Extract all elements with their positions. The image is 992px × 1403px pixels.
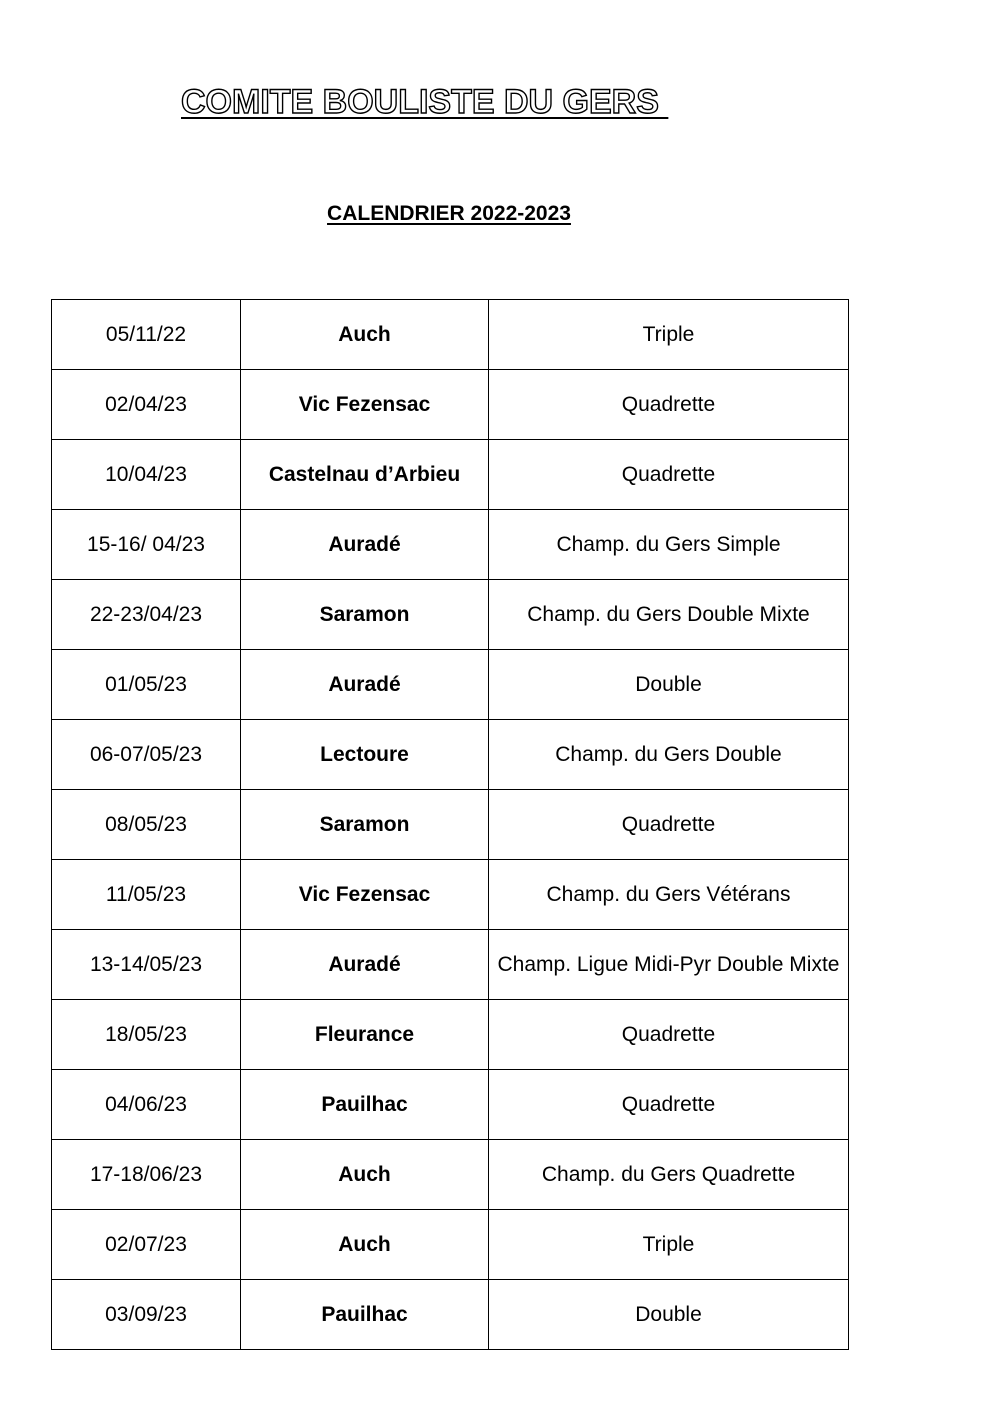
table-row	[52, 1000, 849, 1070]
table-row	[52, 1280, 849, 1350]
date-cell: 18/05/23	[52, 1000, 241, 1070]
date-cell: 08/05/23	[52, 790, 241, 860]
table-row	[52, 300, 849, 370]
event-cell: Quadrette	[489, 790, 849, 860]
table-row	[52, 370, 849, 440]
table-row	[52, 930, 849, 1000]
date-cell: 17-18/06/23	[52, 1140, 241, 1210]
venue-cell: Auradé	[241, 930, 489, 1000]
venue-cell: Saramon	[241, 580, 489, 650]
date-cell: 03/09/23	[52, 1280, 241, 1350]
venue-cell: Pauilhac	[241, 1280, 489, 1350]
organization-title: COMITE BOULISTE DU GERS	[181, 83, 669, 121]
table-row	[52, 1210, 849, 1280]
event-cell: Triple	[489, 300, 849, 370]
date-cell: 06-07/05/23	[52, 720, 241, 790]
venue-cell: Castelnau d’Arbieu	[241, 440, 489, 510]
event-cell: Champ. Ligue Midi-Pyr Double Mixte	[489, 930, 849, 1000]
date-cell: 22-23/04/23	[52, 580, 241, 650]
date-cell: 02/04/23	[52, 370, 241, 440]
date-cell: 05/11/22	[52, 300, 241, 370]
venue-cell: Lectoure	[241, 720, 489, 790]
table-row	[52, 1140, 849, 1210]
event-cell: Triple	[489, 1210, 849, 1280]
calendar-table	[51, 299, 849, 1350]
date-cell: 15-16/ 04/23	[52, 510, 241, 580]
table-row	[52, 1070, 849, 1140]
venue-cell: Fleurance	[241, 1000, 489, 1070]
event-cell: Champ. du Gers Double Mixte	[489, 580, 849, 650]
venue-cell: Vic Fezensac	[241, 860, 489, 930]
table-row	[52, 650, 849, 720]
venue-cell: Auch	[241, 1210, 489, 1280]
venue-cell: Saramon	[241, 790, 489, 860]
table-row	[52, 790, 849, 860]
event-cell: Champ. du Gers Quadrette	[489, 1140, 849, 1210]
venue-cell: Auradé	[241, 650, 489, 720]
venue-cell: Auradé	[241, 510, 489, 580]
date-cell: 02/07/23	[52, 1210, 241, 1280]
date-cell: 01/05/23	[52, 650, 241, 720]
date-cell: 11/05/23	[52, 860, 241, 930]
event-cell: Quadrette	[489, 1000, 849, 1070]
venue-cell: Auch	[241, 300, 489, 370]
calendar-title: CALENDRIER 2022-2023	[327, 202, 571, 225]
date-cell: 04/06/23	[52, 1070, 241, 1140]
event-cell: Quadrette	[489, 440, 849, 510]
event-cell: Champ. du Gers Double	[489, 720, 849, 790]
venue-cell: Vic Fezensac	[241, 370, 489, 440]
event-cell: Quadrette	[489, 370, 849, 440]
event-cell: Champ. du Gers Vétérans	[489, 860, 849, 930]
venue-cell: Auch	[241, 1140, 489, 1210]
table-row	[52, 580, 849, 650]
table-row	[52, 720, 849, 790]
table-row	[52, 860, 849, 930]
table-row	[52, 440, 849, 510]
event-cell: Double	[489, 650, 849, 720]
event-cell: Double	[489, 1280, 849, 1350]
venue-cell: Pauilhac	[241, 1070, 489, 1140]
event-cell: Champ. du Gers Simple	[489, 510, 849, 580]
date-cell: 10/04/23	[52, 440, 241, 510]
event-cell: Quadrette	[489, 1070, 849, 1140]
table-row	[52, 510, 849, 580]
date-cell: 13-14/05/23	[52, 930, 241, 1000]
